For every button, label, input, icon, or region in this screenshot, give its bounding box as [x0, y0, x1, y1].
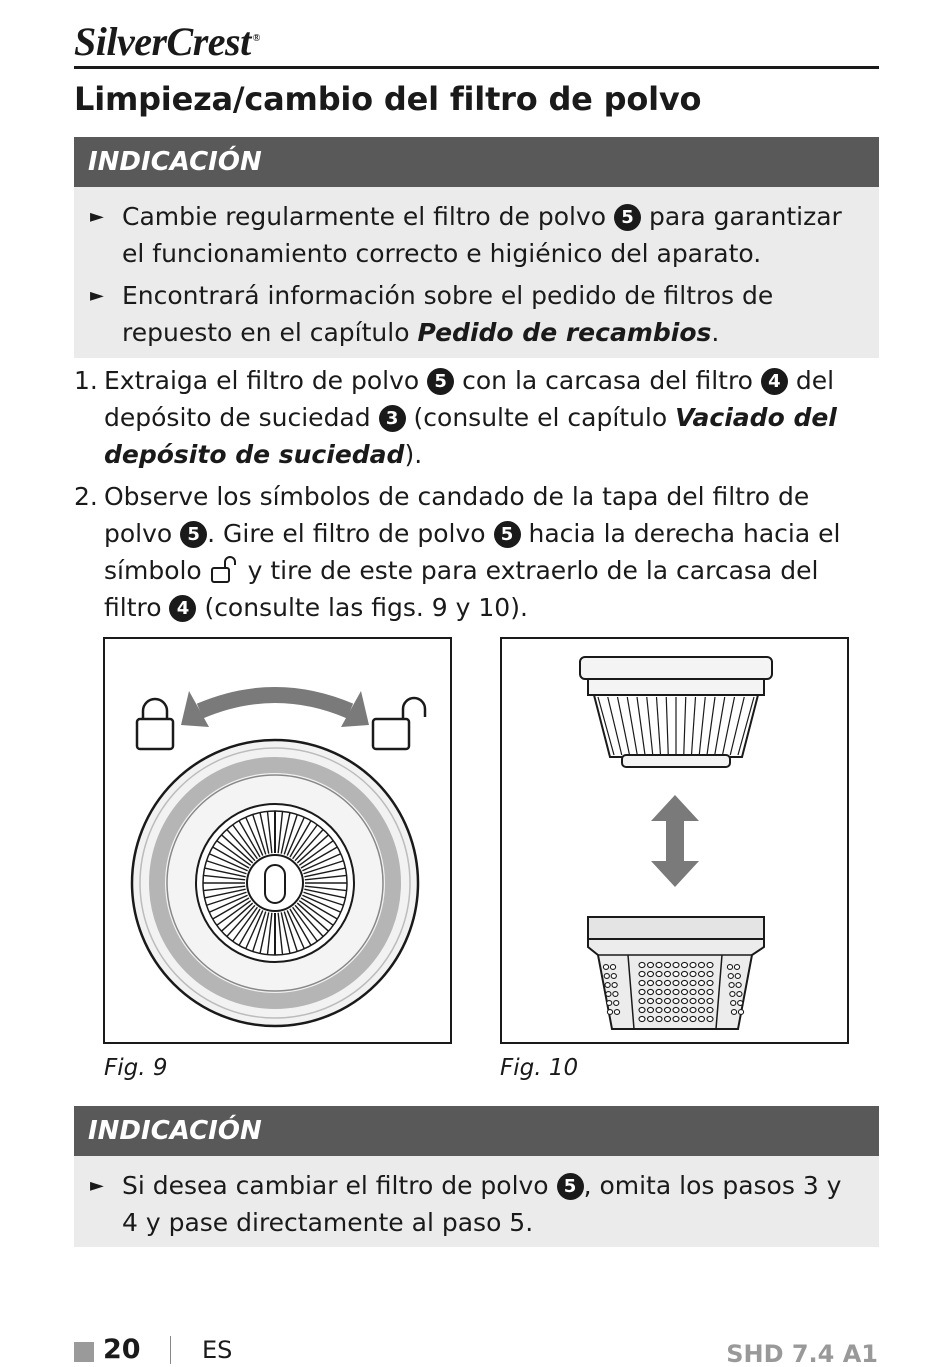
note-text: para garantizar el funcionamiento correcto e higiénico del aparato. — [122, 202, 842, 268]
step-text: . Gire el filtro de polvo — [207, 519, 486, 548]
filter-housing — [588, 917, 764, 1029]
note-item — [74, 277, 879, 351]
step-text: (consulte el capítulo — [413, 403, 668, 432]
note-item — [74, 1167, 879, 1241]
note-box-1 — [74, 137, 879, 358]
note-text: Cambie regularmente el filtro de polvo — [122, 202, 607, 231]
chapter-ref: Pedido de recambios — [417, 318, 712, 347]
bullet-arrow-icon: ► — [90, 285, 104, 306]
page-number: 20 — [103, 1334, 141, 1365]
header-rule — [74, 66, 879, 69]
note-box-2 — [74, 1106, 879, 1247]
note-header: INDICACIÓN — [74, 1106, 879, 1156]
step-text: con la carcasa del filtro — [462, 366, 753, 395]
filter-exploded-illustration — [502, 639, 847, 1042]
note-text: Si desea cambiar el filtro de polvo — [122, 1171, 549, 1200]
figure-10 — [500, 637, 849, 1044]
page-marker — [74, 1342, 94, 1362]
part-ref-badge: 5 — [427, 368, 454, 395]
step-item — [74, 478, 879, 626]
bullet-arrow-icon: ► — [90, 206, 104, 227]
note-header: INDICACIÓN — [74, 137, 879, 187]
language-code: ES — [202, 1336, 233, 1364]
vertical-double-arrow-icon — [651, 795, 699, 887]
step-text: (consulte las figs. 9 y 10). — [204, 593, 528, 622]
note-text: , omita los pasos 3 y 4 y pase directamente al paso 5. — [122, 1171, 842, 1237]
lock-open-icon — [373, 698, 425, 749]
figure-caption: Fig. 9 — [104, 1055, 168, 1081]
lock-open-icon — [210, 555, 240, 585]
step-text: ). — [404, 440, 423, 469]
dust-filter — [580, 657, 772, 767]
brand-logo — [74, 18, 260, 65]
lock-closed-icon — [137, 699, 173, 749]
chapter-ref: Vaciado del depósito de suciedad — [104, 403, 837, 469]
step-text: y tire de este para extraerlo de la carcasa del filtro — [104, 556, 819, 622]
bullet-arrow-icon: ► — [90, 1175, 104, 1196]
page-title: Limpieza/cambio del filtro de polvo — [74, 80, 702, 118]
step-number: 2. — [74, 482, 98, 511]
step-text: Extraiga el filtro de polvo — [104, 366, 420, 395]
page-footer — [0, 1330, 950, 1367]
part-ref-badge: 5 — [614, 204, 641, 231]
note-text: . — [711, 318, 720, 347]
part-ref-badge: 5 — [180, 521, 207, 548]
brand-mark: ® — [252, 32, 260, 44]
note-item — [74, 198, 879, 272]
part-ref-badge: 4 — [169, 595, 196, 622]
filter-top-view-illustration — [105, 639, 450, 1042]
part-ref-badge: 3 — [379, 405, 406, 432]
part-ref-badge: 4 — [761, 368, 788, 395]
step-item — [74, 362, 879, 473]
step-text: del depósito de suciedad — [104, 366, 835, 432]
rotate-arrow-icon — [181, 691, 369, 727]
step-text: hacia la derecha hacia el símbolo — [104, 519, 841, 585]
figure-9 — [103, 637, 452, 1044]
note-text: Encontrará información sobre el pedido de filtros de repuesto en el capítulo — [122, 281, 774, 347]
steps-list — [74, 362, 879, 631]
part-ref-badge: 5 — [557, 1173, 584, 1200]
step-text: Observe los símbolos de candado de la tapa del filtro de polvo — [104, 482, 810, 548]
figure-caption: Fig. 10 — [500, 1055, 579, 1081]
part-ref-badge: 5 — [494, 521, 521, 548]
brand-name: SilverCrest — [74, 19, 251, 64]
footer-divider — [170, 1336, 171, 1364]
model-number: SHD 7.4 A1 — [726, 1340, 878, 1367]
step-number: 1. — [74, 366, 98, 395]
